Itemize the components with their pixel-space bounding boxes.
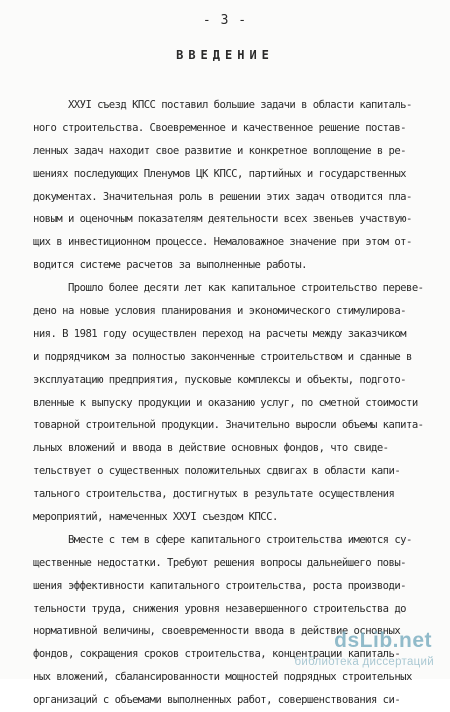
watermark-subtitle: библиотека диссертаций: [294, 656, 434, 668]
text-line: вленные к выпуску продукции и оказанию услуг, по сметной стоимости: [33, 396, 418, 409]
text-line: новым и оценочным показателям деятельности всех звеньев участвую-: [33, 213, 412, 226]
text-line: шениях последующих Пленумов ЦК КПСС, партийных и государственных: [33, 167, 406, 180]
watermark: [248, 629, 438, 673]
text-line: организаций с объемами выполненных работ, совершенствования си-: [33, 694, 401, 707]
text-line: товарной строительной продукции. Значительно выросли объемы капита-: [33, 419, 424, 432]
text-line: тельствует о существенных положительных сдвигах в области капи-: [33, 465, 401, 478]
text-line: ных вложений, сбалансированности мощностей подрядных строительных: [33, 671, 412, 684]
text-line: и подрядчиком за полностью законченные строительством и сданные в: [33, 350, 412, 363]
text-line: ного строительства. Своевременное и качественное решение постав-: [33, 121, 406, 134]
page-number: - 3 -: [202, 13, 248, 28]
text-line: тельности труда, снижения уровня незавершенного строительства до: [33, 602, 406, 615]
text-line: тального строительства, достигнутых в результате осуществления: [33, 488, 395, 501]
text-line: ния. В 1981 году осуществлен переход на расчеты между заказчиком: [33, 327, 406, 340]
text-line: ленных задач находит свое развитие и конкретное воплощение в ре-: [33, 144, 406, 157]
text-line: щественные недостатки. Требуют решения вопросы дальнейшего повы-: [33, 556, 406, 569]
text-line: нормативной величины, своевременности ввода в действие основных: [33, 625, 401, 638]
text-line: фондов, сокращения сроков строительства, концентрации капиталь-: [33, 648, 401, 661]
watermark-logo: dsLib.net: [334, 629, 432, 652]
text-line: эксплуатацию предприятия, пусковые комплексы и объекты, подгото-: [33, 373, 406, 386]
text-line: щих в инвестиционном процессе. Немаловажное значение при этом от-: [33, 236, 412, 249]
text-line: мероприятий, намеченных ХХУI съездом КПСС.: [33, 511, 278, 524]
text-line: Прошло более десяти лет как капитальное строительство переве-: [33, 282, 424, 295]
text-line: водится системе расчетов за выполненные работы.: [33, 259, 307, 272]
body-text: [33, 94, 433, 712]
text-line: документах. Значительная роль в решении этих задач отводится пла-: [33, 190, 412, 203]
text-line: Вместе с тем в сфере капитального строительства имеются су-: [33, 533, 412, 546]
text-line: дено на новые условия планирования и экономического стимулирова-: [33, 305, 406, 318]
text-line: льных вложений и ввода в действие основных фондов, что свиде-: [33, 442, 389, 455]
page-title: ВВЕДЕНИЕ: [176, 48, 274, 62]
text-line: ХХУI съезд КПСС поставил большие задачи в области капиталь-: [33, 99, 412, 111]
text-line: шения эффективности капитального строительства, роста производи-: [33, 579, 406, 592]
